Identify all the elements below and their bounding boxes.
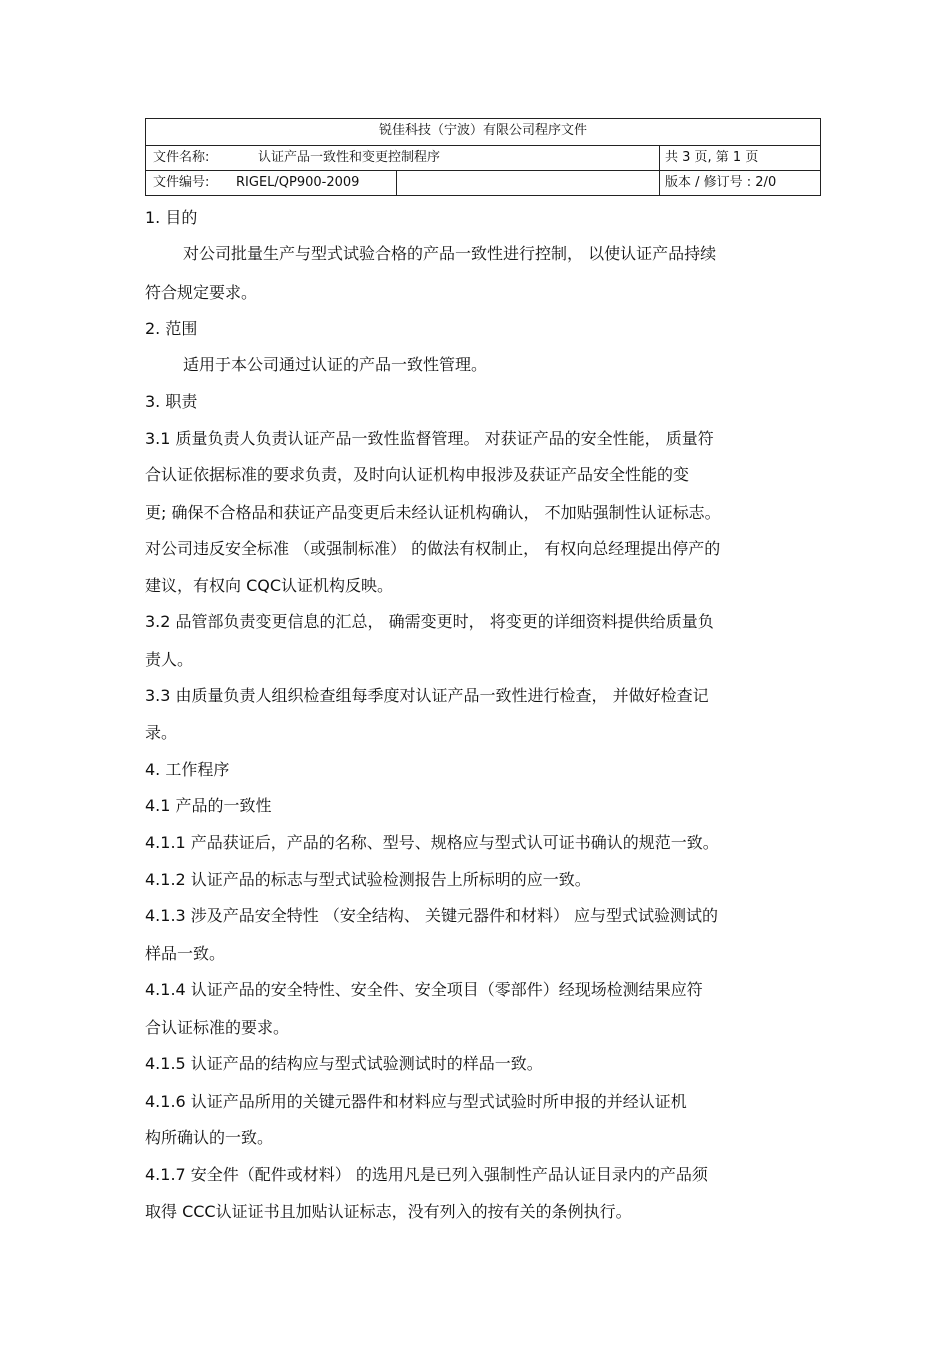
body-text-line: 3.3 由质量负责人组织检查组每季度对认证产品一致性进行检查， 并做好检查记 [145, 686, 709, 705]
body-text-line: 取得 CCC认证证书且加贴认证标志，没有列入的按有关的条例执行。 [145, 1202, 632, 1221]
body-text-line: 符合规定要求。 [145, 283, 258, 302]
doc-no-value: RIGEL/QP900-2009 [236, 175, 360, 190]
doc-name-value: 认证产品一致性和变更控制程序 [258, 150, 441, 165]
section-heading: 1. 目的 [145, 208, 198, 227]
body-text-line: 4.1.3 涉及产品安全特性 （安全结构、 关键元器件和材料） 应与型式试验测试的 [145, 906, 719, 925]
subsection-heading: 4.1 产品的一致性 [145, 796, 272, 815]
body-text-line: 3.2 品管部负责变更信息的汇总， 确需变更时， 将变更的详细资料提供给质量负 [145, 612, 714, 631]
header-doc-no-row [146, 170, 820, 195]
doc-no-label: 文件编号: [153, 175, 210, 190]
header-doc-name-row [146, 145, 820, 170]
body-text-line: 4.1.5 认证产品的结构应与型式试验测试时的样品一致。 [145, 1054, 543, 1073]
doc-name-label: 文件名称: [153, 150, 210, 165]
body-text-line: 合认证标准的要求。 [145, 1018, 290, 1037]
document-header-table [145, 118, 821, 196]
section-heading: 3. 职责 [145, 392, 198, 411]
body-text-line: 样品一致。 [145, 944, 226, 963]
body-text-line: 4.1.6 认证产品所用的关键元器件和材料应与型式试验时所申报的并经认证机 [145, 1092, 687, 1111]
body-text-line: 4.1.7 安全件（配件或材料） 的选用凡是已列入强制性产品认证目录内的产品须 [145, 1165, 708, 1184]
body-text-line: 适用于本公司通过认证的产品一致性管理。 [183, 355, 488, 374]
section-heading: 4. 工作程序 [145, 760, 230, 779]
body-text-line: 4.1.4 认证产品的安全特性、安全件、安全项目（零部件）经现场检测结果应符 [145, 980, 703, 999]
body-text-line: 建议，有权向 CQC认证机构反映。 [145, 576, 394, 595]
body-text-line: 3.1 质量负责人负责认证产品一致性监督管理。 对获证产品的安全性能， 质量符 [145, 429, 714, 448]
section-heading: 2. 范围 [145, 319, 198, 338]
body-text-line: 录。 [145, 723, 178, 742]
body-text-line: 构所确认的一致。 [145, 1128, 274, 1147]
header-title-row [146, 119, 820, 145]
body-text-line: 对公司违反安全标准 （或强制标准） 的做法有权制止， 有权向总经理提出停产的 [145, 539, 721, 558]
company-title: 锐佳科技（宁波）有限公司程序文件 [378, 123, 587, 138]
blank-cell [396, 171, 659, 195]
page-count: 共 3 页, 第 1 页 [659, 146, 821, 170]
body-text-line: 4.1.1 产品获证后，产品的名称、型号、规格应与型式认可证书确认的规范一致。 [145, 833, 719, 852]
body-text-line: 合认证依据标准的要求负责，及时向认证机构申报涉及获证产品安全性能的变 [145, 465, 690, 484]
body-text-line: 更; 确保不合格品和获证产品变更后未经认证机构确认， 不加贴强制性认证标志。 [145, 503, 721, 522]
body-text-line: 4.1.2 认证产品的标志与型式试验检测报告上所标明的应一致。 [145, 870, 591, 889]
revision-number: 版本 / 修订号 : 2/0 [659, 171, 821, 195]
body-text-line: 责人。 [145, 650, 194, 669]
body-text-line: 对公司批量生产与型式试验合格的产品一致性进行控制， 以使认证产品持续 [183, 244, 717, 263]
